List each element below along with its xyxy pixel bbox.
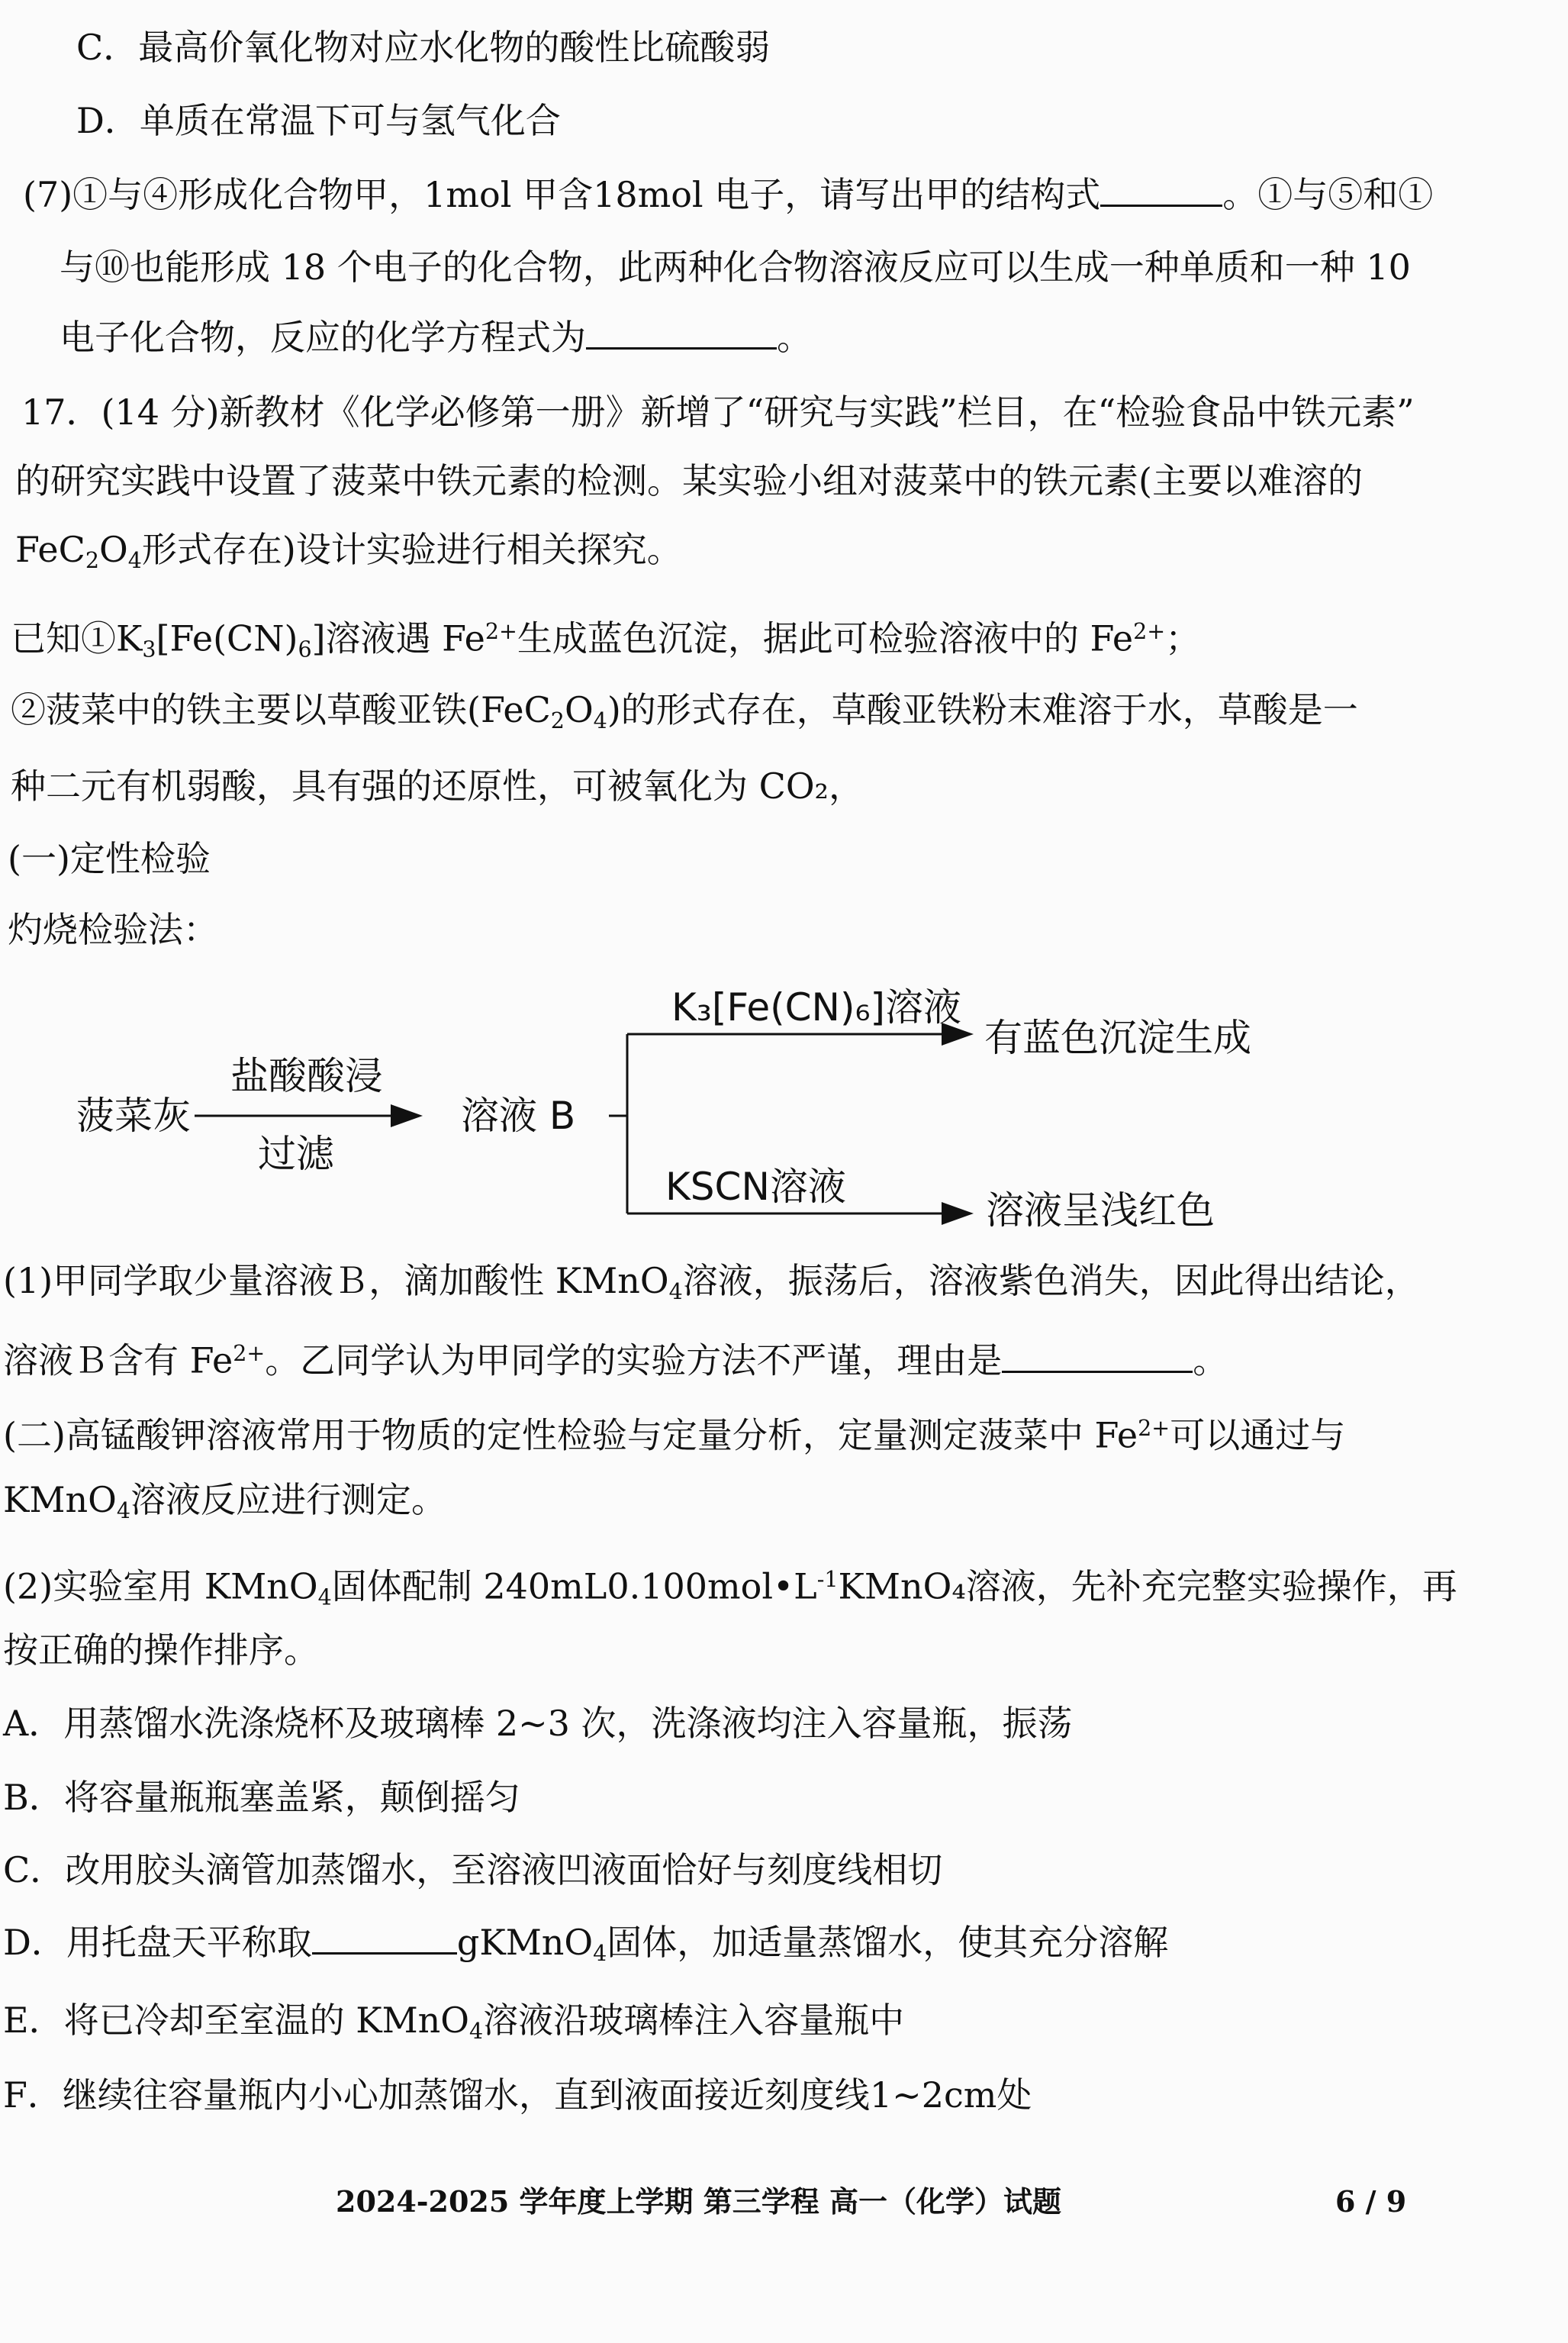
option-f: F．继续往容量瓶内小心加蒸馏水，直到液面接近刻度线1~2cm处: [3, 2074, 1032, 2116]
known-1: 已知$①K_3[Fe(CN)_6]$溶液遇 $Fe^{2+}$生成蓝色沉淀，据此可检验溶液中的 $Fe^{2+}$；: [11, 617, 1201, 662]
option-a: A．用蒸馏水洗涤烧杯及玻璃棒 2~3 次，洗涤液均注入容量瓶，振荡: [3, 1703, 1073, 1744]
question-17-line-3: $FeC_2O_4$形式存在)设计实验进行相关探究。: [15, 529, 682, 573]
option-e: E．将已冷却至室温的 KMnO$_4$溶液沿玻璃棒注入容量瓶中: [3, 2000, 905, 2044]
diagram-result-1: 有蓝色沉淀生成: [984, 1016, 1251, 1060]
diagram-reagent-1: K₃[Fe(CN)₆]溶液: [671, 985, 962, 1030]
diagram-step-bottom: 过滤: [258, 1132, 334, 1176]
question-2-line-1: (2)实验室用 KMnO$_4$固体配制 $240mL0.100mol•L^{-1}KMnO_4$溶液，先补充完整实验操作，再: [3, 1565, 1457, 1610]
diagram-result-2: 溶液呈浅红色: [986, 1188, 1215, 1233]
option-c-operation: C．改用胶头滴管加蒸馏水，至溶液凹液面恰好与刻度线相切: [3, 1849, 943, 1890]
part-1-line-1: (1)甲同学取少量溶液Ｂ，滴加酸性 KMnO$_4$溶液，振荡后，溶液紫色消失，因此得出结论，: [3, 1260, 1420, 1304]
known-2: ②菠菜中的铁主要以草酸亚铁$(FeC_2O_4)$的形式存在，草酸亚铁粉末难溶于水，草酸是一: [11, 689, 1358, 733]
option-b: B．将容量瓶瓶塞盖紧，颠倒摇匀: [3, 1777, 520, 1818]
question-17-line-2: 的研究实践中设置了菠菜中铁元素的检测。某实验小组对菠菜中的铁元素(主要以难溶的: [15, 460, 1363, 501]
diagram-middle: 溶液 B: [461, 1094, 576, 1138]
option-d-operation: D．用托盘天平称取 gKMnO$_4$固体，加适量蒸馏水，使其充分溶解: [3, 1922, 1169, 1966]
diagram-reagent-2: KSCN溶液: [665, 1165, 846, 1209]
footer-title: 2024-2025 学年度上学期 第三学程 高一（化学）试题: [336, 2184, 1061, 2219]
diagram-start: 菠菜灰: [76, 1094, 191, 1138]
method-heading: 灼烧检验法：: [8, 909, 218, 950]
question-7-line-1: (7)①与④形成化合物甲，1mol 甲含18mol 电子，请写出甲的结构式 。①与⑤和①: [23, 174, 1434, 215]
part-1-line-2: 溶液Ｂ含有 $Fe^{2+}$。乙同学认为甲同学的实验方法不严谨，理由是 。: [3, 1339, 1228, 1381]
question-7-line-2: 与⑩也能形成 18 个电子的化合物，此两种化合物溶液反应可以生成一种单质和一种 10: [60, 247, 1411, 288]
known-3: 种二元有机弱酸，具有强的还原性，可被氧化为 CO₂，: [11, 765, 864, 807]
page-number: 6 / 9: [1335, 2184, 1407, 2219]
section-2-line-2: KMnO$_4$溶液反应进行测定。: [3, 1479, 446, 1523]
section-1-heading: (一)定性检验: [8, 838, 211, 879]
question-17-line-1: 17．(14 分)新教材《化学必修第一册》新增了“研究与实践”栏目，在“检验食品中铁元素”: [21, 392, 1415, 433]
option-d: D．单质在常温下可与氢气化合: [76, 100, 561, 141]
diagram-step-top: 盐酸酸浸: [230, 1054, 383, 1098]
question-2-line-2: 按正确的操作排序。: [3, 1629, 319, 1671]
section-2-line-1: (二)高锰酸钾溶液常用于物质的定性检验与定量分析，定量测定菠菜中 $Fe^{2+}$可以通过与: [3, 1414, 1346, 1456]
option-c: C．最高价氧化物对应水化物的酸性比硫酸弱: [76, 27, 771, 68]
question-7-line-3: 电子化合物，反应的化学方程式为 。: [60, 317, 812, 358]
